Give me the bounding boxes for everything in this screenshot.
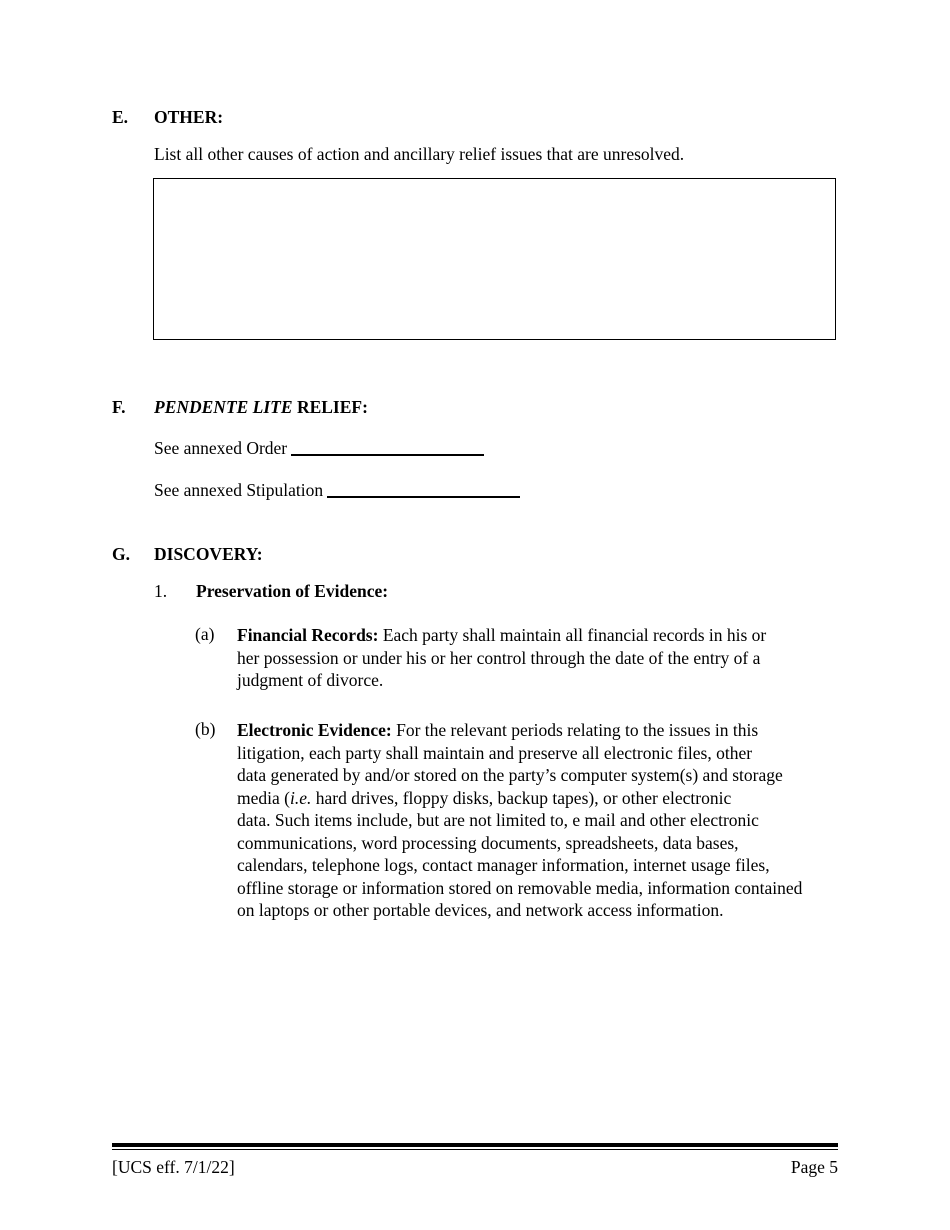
section-e-letter: E.	[112, 107, 129, 127]
annexed-stipulation-label: See annexed Stipulation	[154, 480, 324, 500]
footer-page-number: Page 5	[790, 1157, 838, 1177]
sub-b-paragraph	[237, 719, 847, 922]
sub-a-line-1	[237, 624, 847, 647]
sub-b-heading: Electronic Evidence:	[237, 720, 392, 740]
sub-b-line-4	[237, 787, 847, 810]
sub-b-line-4-pre: media (	[237, 787, 290, 808]
item-1-title: Preservation of Evidence:	[196, 581, 389, 601]
annexed-stipulation-blank[interactable]	[327, 495, 520, 498]
sub-a-paragraph	[237, 624, 847, 692]
section-e-instruction: List all other causes of action and ancillary relief issues that are unresolved.	[154, 144, 685, 164]
sub-a-line-3: judgment of divorce.	[237, 670, 384, 690]
section-f-title-rest: RELIEF:	[292, 397, 368, 417]
item-1-number: 1.	[154, 581, 168, 601]
sub-b-line-9: on laptops or other portable devices, and network access information.	[237, 900, 724, 920]
sub-b-line-6: communications, word processing documents, spreadsheets, data bases,	[237, 832, 739, 853]
section-e-title: OTHER:	[154, 107, 224, 127]
sub-b-line-2: litigation, each party shall maintain and preserve all electronic files, other	[237, 742, 753, 763]
sub-a-line-2: her possession or under his or her control through the date of the entry of a	[237, 647, 761, 668]
sub-b-line-5: data. Such items include, but are not limited to, e mail and other electronic	[237, 810, 759, 830]
footer-rule-thin	[112, 1149, 838, 1150]
sub-b-line-4-italic: i.e.	[289, 787, 312, 808]
sub-b-line-1	[237, 719, 847, 742]
sub-b-line-8: offline storage or information stored on removable media, information contained	[237, 877, 803, 898]
section-f-title-italic: PENDENTE LITE	[154, 397, 293, 417]
sub-b-marker: (b)	[195, 719, 216, 739]
annexed-stipulation-row	[154, 480, 520, 501]
sub-b-line-1-text: For the relevant periods relating to the issues in this	[391, 720, 759, 740]
sub-a-line-1-text: Each party shall maintain all financial records in his or	[378, 625, 767, 645]
sub-a-marker: (a)	[195, 624, 215, 644]
section-g-title: DISCOVERY:	[154, 544, 263, 564]
section-f-letter: F.	[112, 397, 126, 417]
annexed-order-blank[interactable]	[291, 453, 484, 456]
footer-rule-thick	[112, 1143, 838, 1147]
annexed-order-label: See annexed Order	[154, 438, 288, 458]
sub-b-line-4-post: hard drives, floppy disks, backup tapes), or other electronic	[311, 787, 732, 808]
footer-form-code: [UCS eff. 7/1/22]	[112, 1157, 235, 1177]
section-g-letter: G.	[112, 544, 130, 564]
sub-b-line-3: data generated by and/or stored on the party’s computer system(s) and storage	[237, 765, 783, 785]
section-f-title	[154, 397, 368, 418]
annexed-order-row	[154, 438, 484, 459]
other-issues-textbox[interactable]	[153, 178, 836, 340]
sub-a-heading: Financial Records:	[237, 625, 379, 645]
sub-b-line-7: calendars, telephone logs, contact manager information, internet usage files,	[237, 855, 770, 875]
